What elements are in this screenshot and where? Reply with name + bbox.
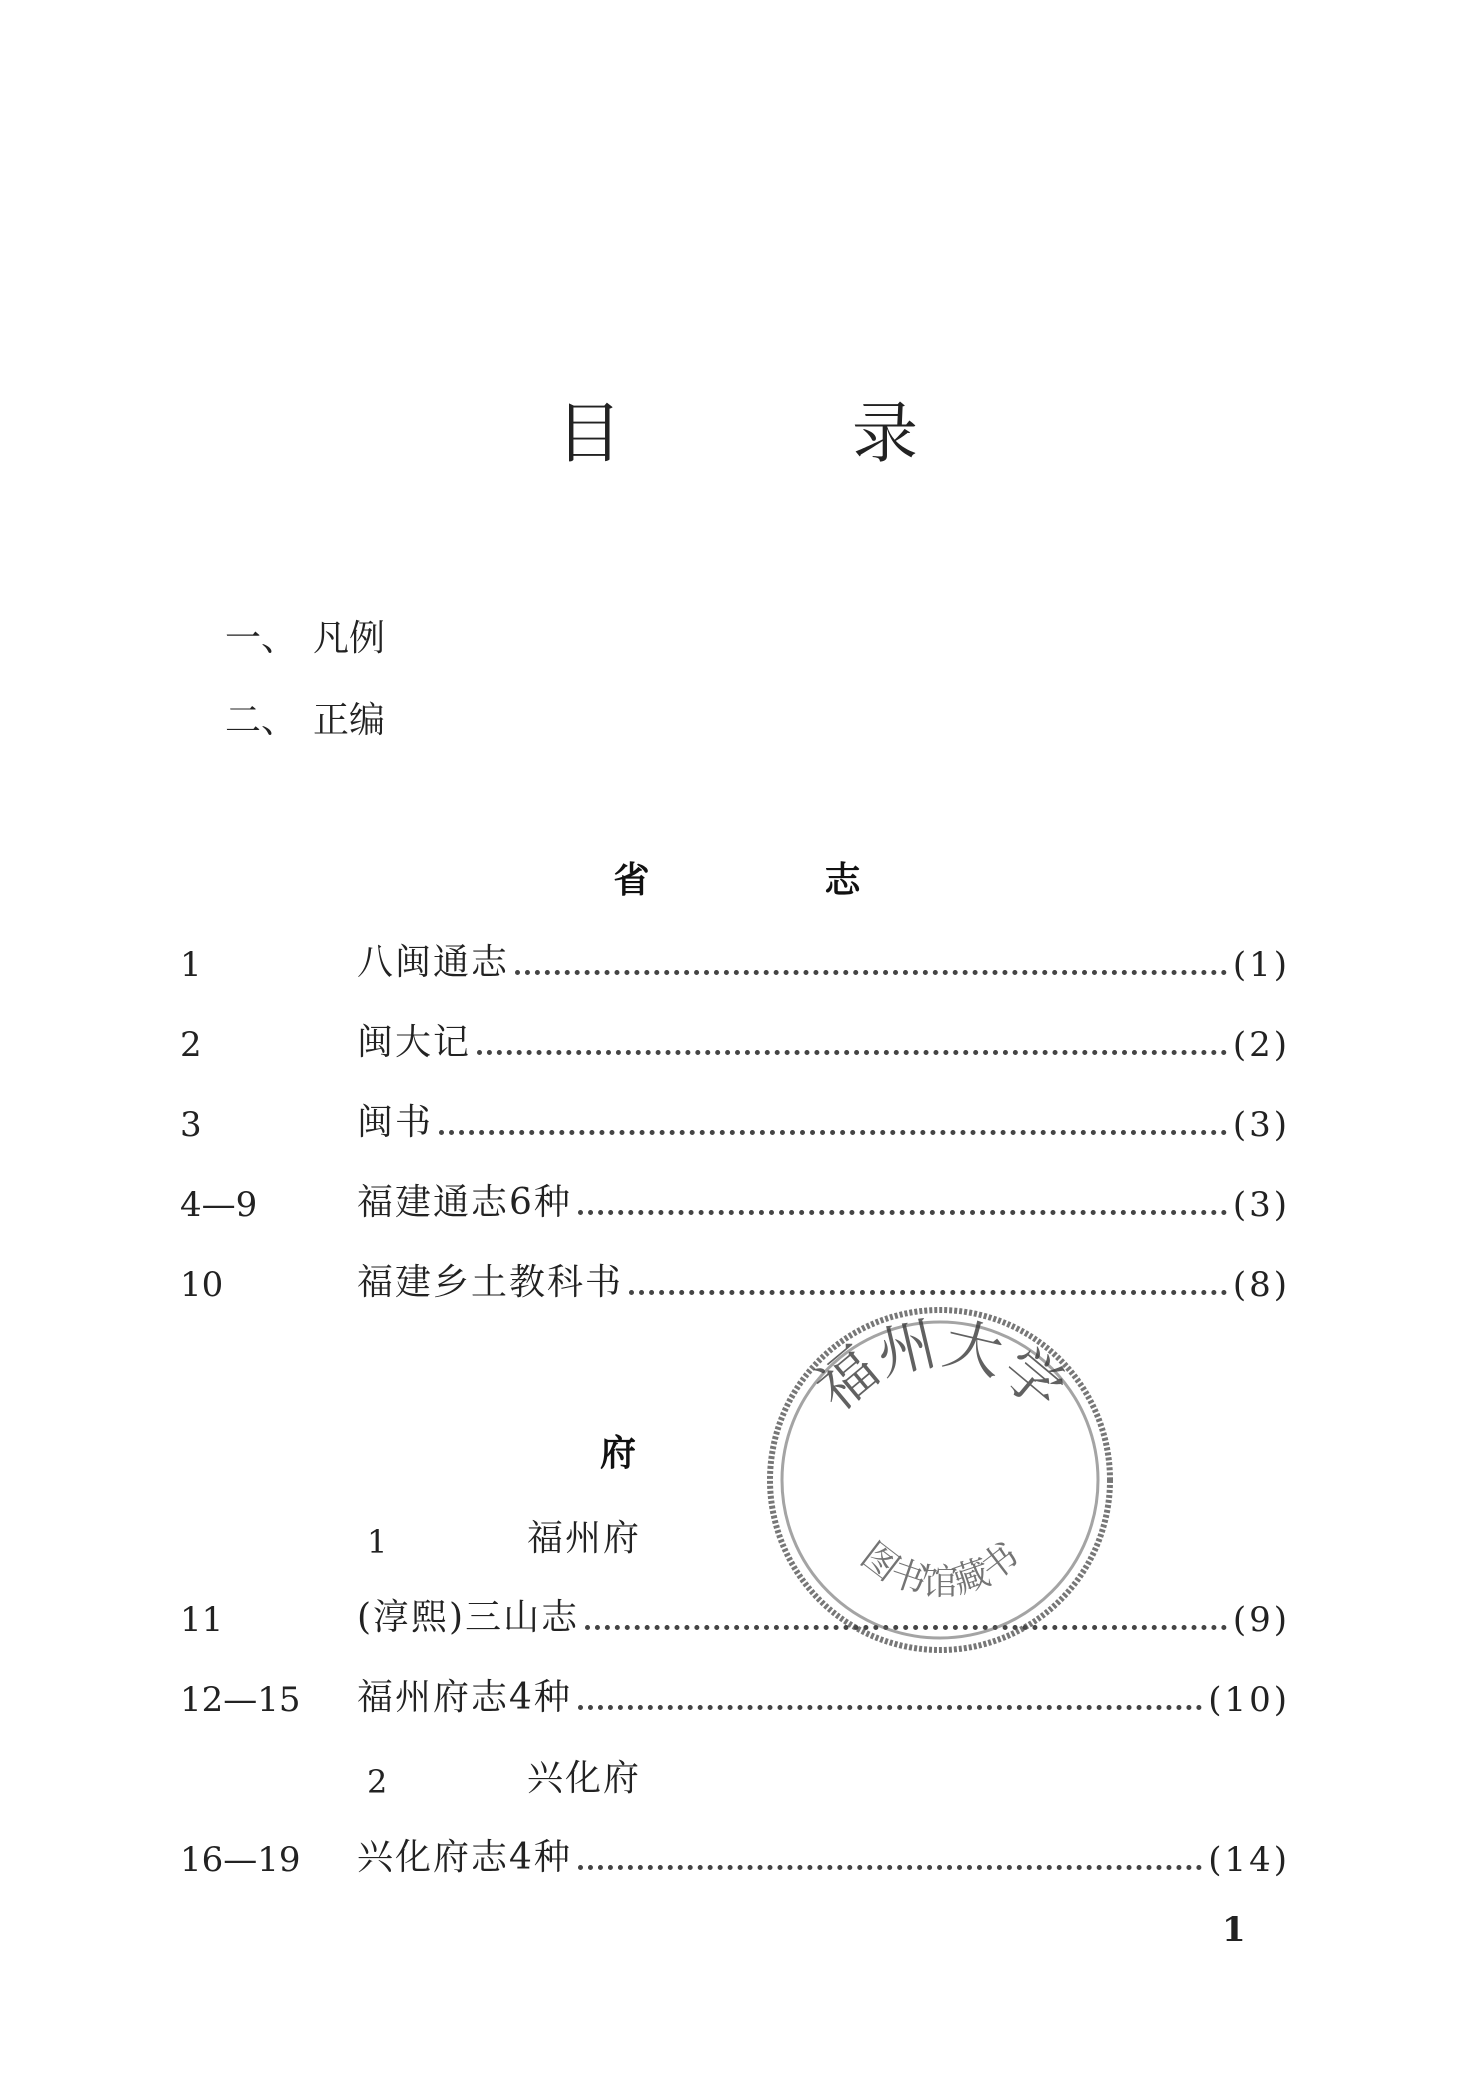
section-label: 凡例 bbox=[313, 618, 386, 659]
entry-page: (14) bbox=[1208, 1840, 1290, 1880]
toc-entry[interactable] bbox=[180, 1015, 1290, 1065]
subgroup-number: 2 bbox=[367, 1763, 388, 1801]
entry-title: 福建乡土教科书 bbox=[357, 1262, 624, 1303]
entry-page: (2) bbox=[1232, 1025, 1290, 1065]
section-label: 正编 bbox=[313, 700, 386, 741]
toc-entry[interactable] bbox=[180, 1590, 1290, 1640]
entry-title: 福建通志6种 bbox=[357, 1182, 572, 1223]
entry-number: 16—19 bbox=[180, 1840, 301, 1880]
heading-char-2: 志 bbox=[824, 859, 861, 901]
entry-number: 3 bbox=[180, 1105, 202, 1145]
title-char-1: 目 bbox=[556, 395, 622, 472]
dot-leader bbox=[439, 1130, 1227, 1135]
entry-page: (3) bbox=[1232, 1105, 1290, 1145]
subgroup-xinghua bbox=[367, 1750, 641, 1801]
library-seal-stamp bbox=[760, 1300, 1120, 1660]
entry-page: (3) bbox=[1232, 1185, 1290, 1225]
section-number: 一、 bbox=[225, 618, 298, 659]
page-title bbox=[0, 380, 1474, 475]
heading-char-1: 省 bbox=[613, 859, 650, 901]
dot-leader bbox=[578, 1705, 1202, 1710]
toc-entry[interactable] bbox=[180, 1175, 1290, 1225]
entry-title: 闽大记 bbox=[357, 1022, 472, 1063]
prefecture-heading bbox=[0, 1425, 1474, 1476]
entry-page: (9) bbox=[1232, 1600, 1290, 1640]
title-char-2: 录 bbox=[852, 395, 918, 472]
entry-page: (1) bbox=[1232, 945, 1290, 985]
entry-title: 八闽通志 bbox=[357, 942, 510, 983]
entry-number: 4—9 bbox=[180, 1185, 258, 1225]
dot-leader bbox=[578, 1865, 1202, 1870]
entry-number: 11 bbox=[180, 1600, 224, 1640]
entry-title: 兴化府志4种 bbox=[357, 1837, 572, 1878]
subgroup-name: 福州府 bbox=[527, 1518, 642, 1559]
seal-bottom-text: 图书馆藏书 bbox=[853, 1535, 1027, 1604]
entry-number: 1 bbox=[180, 945, 202, 985]
subgroup-fuzhou bbox=[367, 1510, 641, 1561]
entry-number: 10 bbox=[180, 1265, 224, 1305]
entry-title: 福州府志4种 bbox=[357, 1677, 572, 1718]
toc-entry[interactable] bbox=[180, 935, 1290, 985]
toc-entry[interactable] bbox=[180, 1095, 1290, 1145]
provincial-heading bbox=[0, 852, 1474, 903]
section-item-2 bbox=[225, 692, 385, 743]
entry-title: 闽书 bbox=[357, 1102, 434, 1143]
dot-leader bbox=[578, 1210, 1227, 1215]
section-item-1 bbox=[225, 610, 385, 661]
toc-entry[interactable] bbox=[180, 1255, 1290, 1305]
subgroup-number: 1 bbox=[367, 1523, 388, 1561]
entry-number: 12—15 bbox=[180, 1680, 301, 1720]
dot-leader bbox=[477, 1050, 1227, 1055]
heading-char-1: 府 bbox=[600, 1432, 637, 1474]
entry-number: 2 bbox=[180, 1025, 202, 1065]
page-number: 1 bbox=[1222, 1910, 1246, 1950]
entry-title: (淳熙)三山志 bbox=[357, 1597, 580, 1638]
section-number: 二、 bbox=[225, 700, 298, 741]
entry-page: (8) bbox=[1232, 1265, 1290, 1305]
dot-leader bbox=[629, 1290, 1227, 1295]
dot-leader bbox=[515, 970, 1227, 975]
subgroup-name: 兴化府 bbox=[527, 1758, 642, 1799]
entry-page: (10) bbox=[1208, 1680, 1290, 1720]
toc-entry[interactable] bbox=[180, 1830, 1290, 1880]
toc-entry[interactable] bbox=[180, 1670, 1290, 1720]
seal-top-text: 福州大学 bbox=[802, 1309, 1078, 1424]
